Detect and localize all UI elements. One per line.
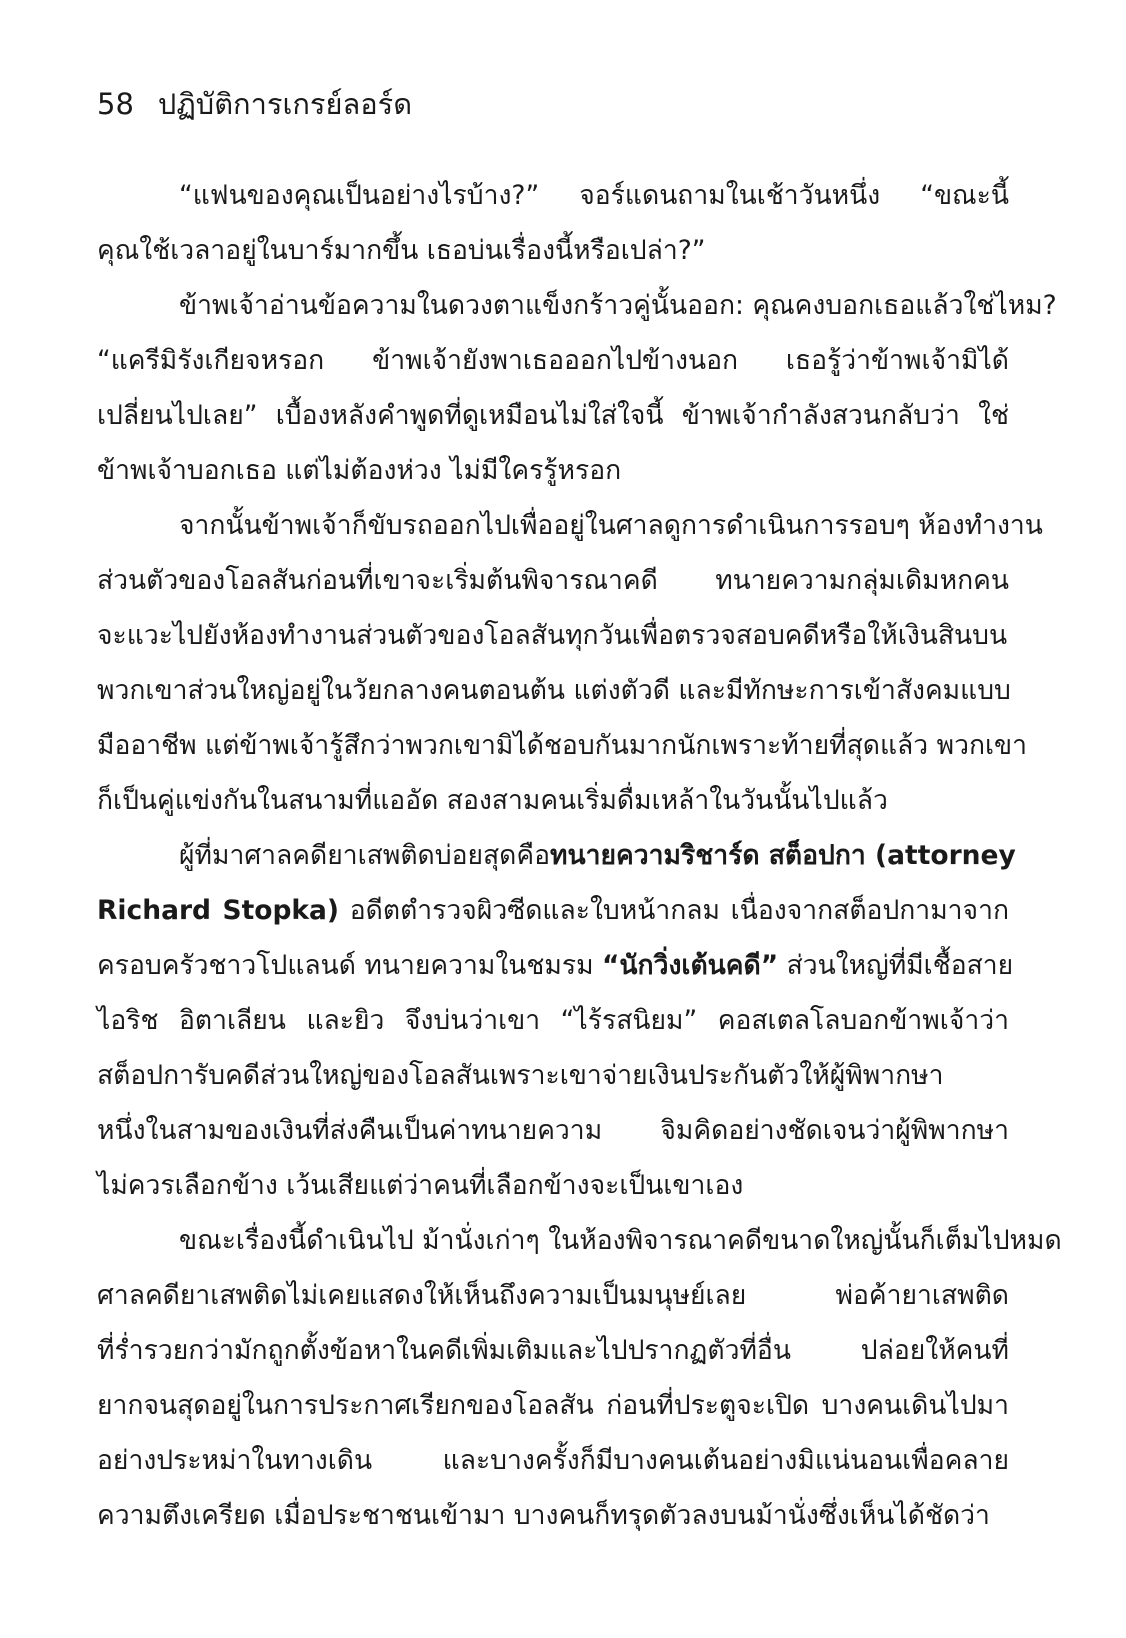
- text-run: หนึ่งในสามของเงินที่ส่งคืนเป็นค่าทนายความ จิมคิดอย่างชัดเจนว่าผู้พิพากษา: [97, 1115, 1009, 1146]
- text-run: “แฟนของคุณเป็นอย่างไรบ้าง?” จอร์แดนถามในเช้าวันหนึ่ง “ขณะนี้: [179, 180, 1009, 211]
- text-run: “แครีมิรังเกียจหรอก ข้าพเจ้ายังพาเธอออกไปข้างนอก เธอรู้ว่าข้าพเจ้ามิได้: [97, 345, 1009, 376]
- text-line: [97, 1158, 1009, 1213]
- text-line: [97, 553, 1009, 608]
- text-run: คุณใช้เวลาอยู่ในบาร์มากขึ้น เธอบ่นเรื่องนี้หรือเปล่า?”: [97, 235, 706, 266]
- paragraph: [97, 828, 1016, 1213]
- text-run: อย่างประหม่าในทางเดิน และบางครั้งก็มีบางคนเต้นอย่างมิแน่นอนเพื่อคลาย: [97, 1445, 1009, 1476]
- text-line: [97, 828, 1016, 883]
- paragraph: [97, 1213, 1062, 1543]
- text-line: [97, 498, 1043, 553]
- book-title: ปฏิบัติการเกรย์ลอร์ด: [157, 87, 413, 121]
- paragraph: [97, 278, 1057, 498]
- text-run: อดีตตำรวจผิวซีดและใบหน้ากลม เนื่องจากสต็อปกามาจาก: [339, 895, 1009, 926]
- text-line: [97, 1048, 1009, 1103]
- bold-text: Richard Stopka): [97, 895, 340, 926]
- text-line: [97, 1268, 1009, 1323]
- text-line: [97, 718, 1028, 773]
- text-line: [97, 773, 1009, 828]
- text-line: [97, 443, 1009, 498]
- text-run: ขณะเรื่องนี้ดำเนินไป ม้านั่งเก่าๆ ในห้องพิจารณาคดีขนาดใหญ่นั้นก็เต็มไปหมด: [179, 1225, 1062, 1256]
- text-run: ไม่ควรเลือกข้าง เว้นเสียแต่ว่าคนที่เลือกข้างจะเป็นเขาเอง: [97, 1170, 744, 1201]
- running-header: [97, 84, 412, 124]
- text-run: ข้าพเจ้าอ่านข้อความในดวงตาแข็งกร้าวคู่นั้นออก: คุณคงบอกเธอแล้วใช่ไหม?: [179, 290, 1057, 321]
- text-line: [97, 388, 1009, 443]
- text-line: [97, 333, 1009, 388]
- text-run: ส่วนตัวของโอลสันก่อนที่เขาจะเริ่มต้นพิจารณาคดี ทนายความกลุ่มเดิมหกคน: [97, 565, 1009, 596]
- text-run: ข้าพเจ้าบอกเธอ แต่ไม่ต้องห่วง ไม่มีใครรู้หรอก: [97, 455, 622, 486]
- text-line: [97, 1378, 1009, 1433]
- text-run: มืออาชีพ แต่ข้าพเจ้ารู้สึกว่าพวกเขามิได้ชอบกันมากนักเพราะท้ายที่สุดแล้ว พวกเขา: [97, 730, 1028, 761]
- text-line: [97, 1213, 1062, 1268]
- text-line: [97, 223, 1009, 278]
- body-text: [97, 168, 1062, 1543]
- text-run: ผู้ที่มาศาลคดียาเสพติดบ่อยสุดคือ: [179, 840, 551, 871]
- paragraph: [97, 168, 1009, 278]
- text-run: จากนั้นข้าพเจ้าก็ขับรถออกไปเพื่ออยู่ในศาลดูการดำเนินการรอบๆ ห้องทำงาน: [179, 510, 1043, 541]
- paragraph: [97, 498, 1043, 828]
- text-line: [97, 1433, 1009, 1488]
- bold-text: “นักวิ่งเต้นคดี”: [602, 950, 779, 981]
- text-line: [97, 168, 1009, 223]
- text-run: ครอบครัวชาวโปแลนด์ ทนายความในชมรม: [97, 950, 602, 981]
- text-run: จะแวะไปยังห้องทำงานส่วนตัวของโอลสันทุกวันเพื่อตรวจสอบคดีหรือให้เงินสินบน: [97, 620, 1008, 651]
- text-run: พวกเขาส่วนใหญ่อยู่ในวัยกลางคนตอนต้น แต่งตัวดี และมีทักษะการเข้าสังคมแบบ: [97, 675, 1011, 706]
- text-run: ส่วนใหญ่ที่มีเชื้อสาย: [778, 950, 1014, 981]
- text-line: [97, 278, 1057, 333]
- text-line: [97, 608, 1009, 663]
- text-line: [97, 883, 1009, 938]
- text-run: ก็เป็นคู่แข่งกันในสนามที่แออัด สองสามคนเริ่มดื่มเหล้าในวันนั้นไปแล้ว: [97, 785, 888, 816]
- text-run: ไอริช อิตาเลียน และยิว จึงบ่นว่าเขา “ไร้รสนิยม” คอสเตลโลบอกข้าพเจ้าว่า: [97, 1005, 1009, 1036]
- text-line: [97, 663, 1009, 718]
- text-run: ที่ร่ำรวยกว่ามักถูกตั้งข้อหาในคดีเพิ่มเติมและไปปรากฏตัวที่อื่น ปล่อยให้คนที่: [97, 1335, 1009, 1366]
- text-line: [97, 993, 1009, 1048]
- text-run: เปลี่ยนไปเลย” เบื้องหลังคำพูดที่ดูเหมือนไม่ใส่ใจนี้ ข้าพเจ้ากำลังสวนกลับว่า ใช่: [97, 400, 1009, 431]
- text-line: [97, 1488, 1009, 1543]
- text-line: [97, 1103, 1009, 1158]
- text-run: สต็อปการับคดีส่วนใหญ่ของโอลสันเพราะเขาจ่ายเงินประกันตัวให้ผู้พิพากษา: [97, 1060, 944, 1091]
- text-line: [97, 1323, 1009, 1378]
- text-line: [97, 938, 1014, 993]
- text-run: ยากจนสุดอยู่ในการประกาศเรียกของโอลสัน ก่อนที่ประตูจะเปิด บางคนเดินไปมา: [97, 1390, 1009, 1421]
- bold-text: ทนายความริชาร์ด สต็อปกา (attorney: [550, 840, 1016, 871]
- page-number: 58: [97, 87, 134, 121]
- text-run: ความตึงเครียด เมื่อประชาชนเข้ามา บางคนก็ทรุดตัวลงบนม้านั่งซึ่งเห็นได้ชัดว่า: [97, 1500, 990, 1531]
- text-run: ศาลคดียาเสพติดไม่เคยแสดงให้เห็นถึงความเป็นมนุษย์เลย พ่อค้ายาเสพติด: [97, 1280, 1009, 1311]
